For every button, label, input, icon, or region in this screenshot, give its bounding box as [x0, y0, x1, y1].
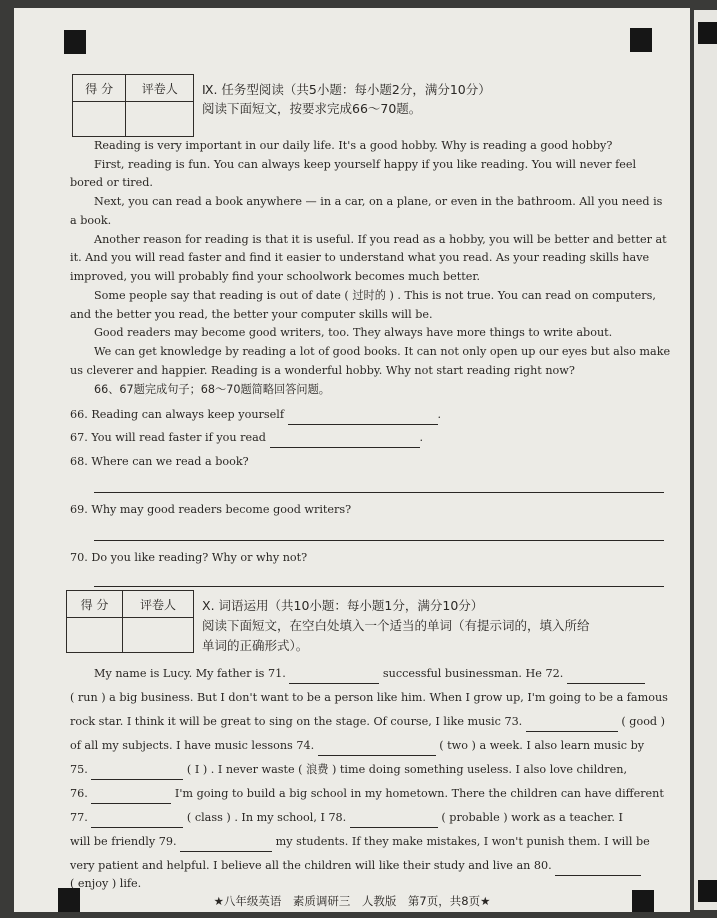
task-note: 66、67题完成句子；68～70题简略回答问题。	[94, 383, 330, 396]
grader-box[interactable]	[126, 102, 194, 137]
page-footer: ★八年级英语 素质调研三 人教版 第7页，共8页★	[213, 894, 491, 908]
cloze-text: ( I ) . I never waste ( 浪费 ) time doing something useless. I also love children,	[186, 763, 628, 776]
answer-blank-72[interactable]	[567, 664, 645, 684]
cloze-text: 76.	[70, 787, 88, 800]
passage-line: and the better you read, the better your computer skills will be.	[70, 308, 433, 321]
corner-marker-top-left	[64, 30, 86, 54]
passage-line: us cleverer and happier. Reading is a wonderful hobby. Why not start reading right now?	[70, 364, 575, 377]
score-table-section9	[72, 74, 194, 137]
passage-line: We can get knowledge by reading a lot of good books. It can not only open up our eyes but also make	[94, 345, 671, 358]
score-box[interactable]	[67, 618, 123, 653]
cloze-text: 75.	[70, 763, 88, 776]
cloze-text: ( two ) a week. I also learn music by	[439, 739, 645, 752]
grader-label: 评卷人	[123, 591, 194, 618]
answer-blank-80[interactable]	[555, 856, 641, 876]
period: .	[437, 408, 442, 421]
exam-page	[14, 8, 690, 912]
question-66-text: 66. Reading can always keep yourself	[70, 408, 284, 421]
period: .	[419, 431, 424, 444]
cloze-line	[70, 736, 644, 756]
bleed-through-text	[94, 8, 614, 22]
passage-line: Good readers may become good writers, too. They always have more things to write about.	[94, 326, 613, 339]
grader-box[interactable]	[123, 618, 194, 653]
cloze-line	[94, 664, 645, 684]
corner-marker-top-right	[630, 28, 652, 52]
answer-blank-75[interactable]	[91, 760, 183, 780]
passage-line: it. And you will read faster and find it easier to understand what you read. As your reading skills have	[70, 251, 650, 264]
answer-blank-76[interactable]	[91, 784, 171, 804]
cloze-line	[70, 856, 641, 876]
cloze-text: of all my subjects. I have music lessons 74.	[70, 739, 315, 752]
answer-blank-74[interactable]	[318, 736, 436, 756]
score-label: 得 分	[73, 75, 126, 102]
question-70: 70. Do you like reading? Why or why not?	[70, 551, 308, 564]
cloze-text: I'm going to build a big school in my hometown. There the children can have different	[174, 787, 664, 800]
cloze-line	[70, 808, 623, 828]
answer-line-69[interactable]	[94, 540, 664, 541]
cloze-line	[70, 832, 650, 852]
cloze-line: ( run ) a big business. But I don't want to be a person like him. When I grow up, I'm going to be a famous	[70, 691, 668, 704]
grader-label: 评卷人	[126, 75, 194, 102]
question-68: 68. Where can we read a book?	[70, 455, 249, 468]
cloze-text: rock star. I think it will be great to sing on the stage. Of course, I like music 73.	[70, 715, 523, 728]
cloze-text: ( probable ) work as a teacher. I	[441, 811, 623, 824]
passage-line: a book.	[70, 214, 112, 227]
score-box[interactable]	[73, 102, 126, 137]
score-label: 得 分	[67, 591, 123, 618]
passage-line: Another reason for reading is that it is useful. If you read as a hobby, you will be better and better at	[94, 233, 667, 246]
score-table-section10	[66, 590, 194, 653]
passage-line: Reading is very important in our daily life. It's a good hobby. Why is reading a good hobby?	[94, 139, 613, 152]
cloze-line: ( enjoy ) life.	[70, 877, 142, 890]
cloze-text: successful businessman. He 72.	[382, 667, 564, 680]
adjacent-page-edge	[694, 10, 717, 910]
section10-title: Ⅹ. 词语运用（共10小题：每小题1分，满分10分）	[202, 598, 484, 613]
answer-blank-66[interactable]	[288, 405, 438, 425]
cloze-text: my students. If they make mistakes, I won't punish them. I will be	[275, 835, 650, 848]
section9-instruction: 阅读下面短文，按要求完成66～70题。	[202, 101, 422, 116]
passage-line: Next, you can read a book anywhere — in a car, on a plane, or even in the bathroom. All you need is	[94, 195, 663, 208]
section9-title: Ⅸ. 任务型阅读（共5小题：每小题2分，满分10分）	[202, 82, 491, 97]
adjacent-marker	[698, 22, 717, 44]
cloze-text: ( class ) . In my school, I 78.	[186, 811, 347, 824]
cloze-text: ( good )	[621, 715, 666, 728]
passage-line: First, reading is fun. You can always keep yourself happy if you like reading. You will never feel	[94, 158, 637, 171]
cloze-line	[70, 760, 627, 780]
section10-instruction-1: 阅读下面短文，在空白处填入一个适当的单词（有提示词的，填入所给	[202, 618, 590, 633]
question-67	[70, 428, 423, 448]
answer-blank-77[interactable]	[91, 808, 183, 828]
answer-blank-78[interactable]	[350, 808, 438, 828]
section10-instruction-2: 单词的正确形式）。	[202, 638, 309, 653]
question-69: 69. Why may good readers become good writers?	[70, 503, 352, 516]
passage-line: Some people say that reading is out of date ( 过时的 ) . This is not true. You can read on computers,	[94, 289, 656, 302]
cloze-text: My name is Lucy. My father is 71.	[94, 667, 286, 680]
cloze-line	[70, 712, 665, 732]
passage-line: improved, you will probably find your schoolwork becomes much better.	[70, 270, 481, 283]
cloze-text: 77.	[70, 811, 88, 824]
answer-blank-71[interactable]	[289, 664, 379, 684]
passage-line: bored or tired.	[70, 176, 153, 189]
cloze-text: will be friendly 79.	[70, 835, 177, 848]
cloze-line	[70, 784, 664, 804]
answer-blank-67[interactable]	[270, 428, 420, 448]
adjacent-marker	[698, 880, 717, 902]
answer-line-70[interactable]	[94, 586, 664, 587]
answer-blank-79[interactable]	[180, 832, 272, 852]
answer-line-68[interactable]	[94, 492, 664, 493]
question-67-text: 67. You will read faster if you read	[70, 431, 266, 444]
answer-blank-73[interactable]	[526, 712, 618, 732]
cloze-text: very patient and helpful. I believe all the children will like their study and live an 80.	[70, 859, 552, 872]
question-66	[70, 405, 441, 425]
